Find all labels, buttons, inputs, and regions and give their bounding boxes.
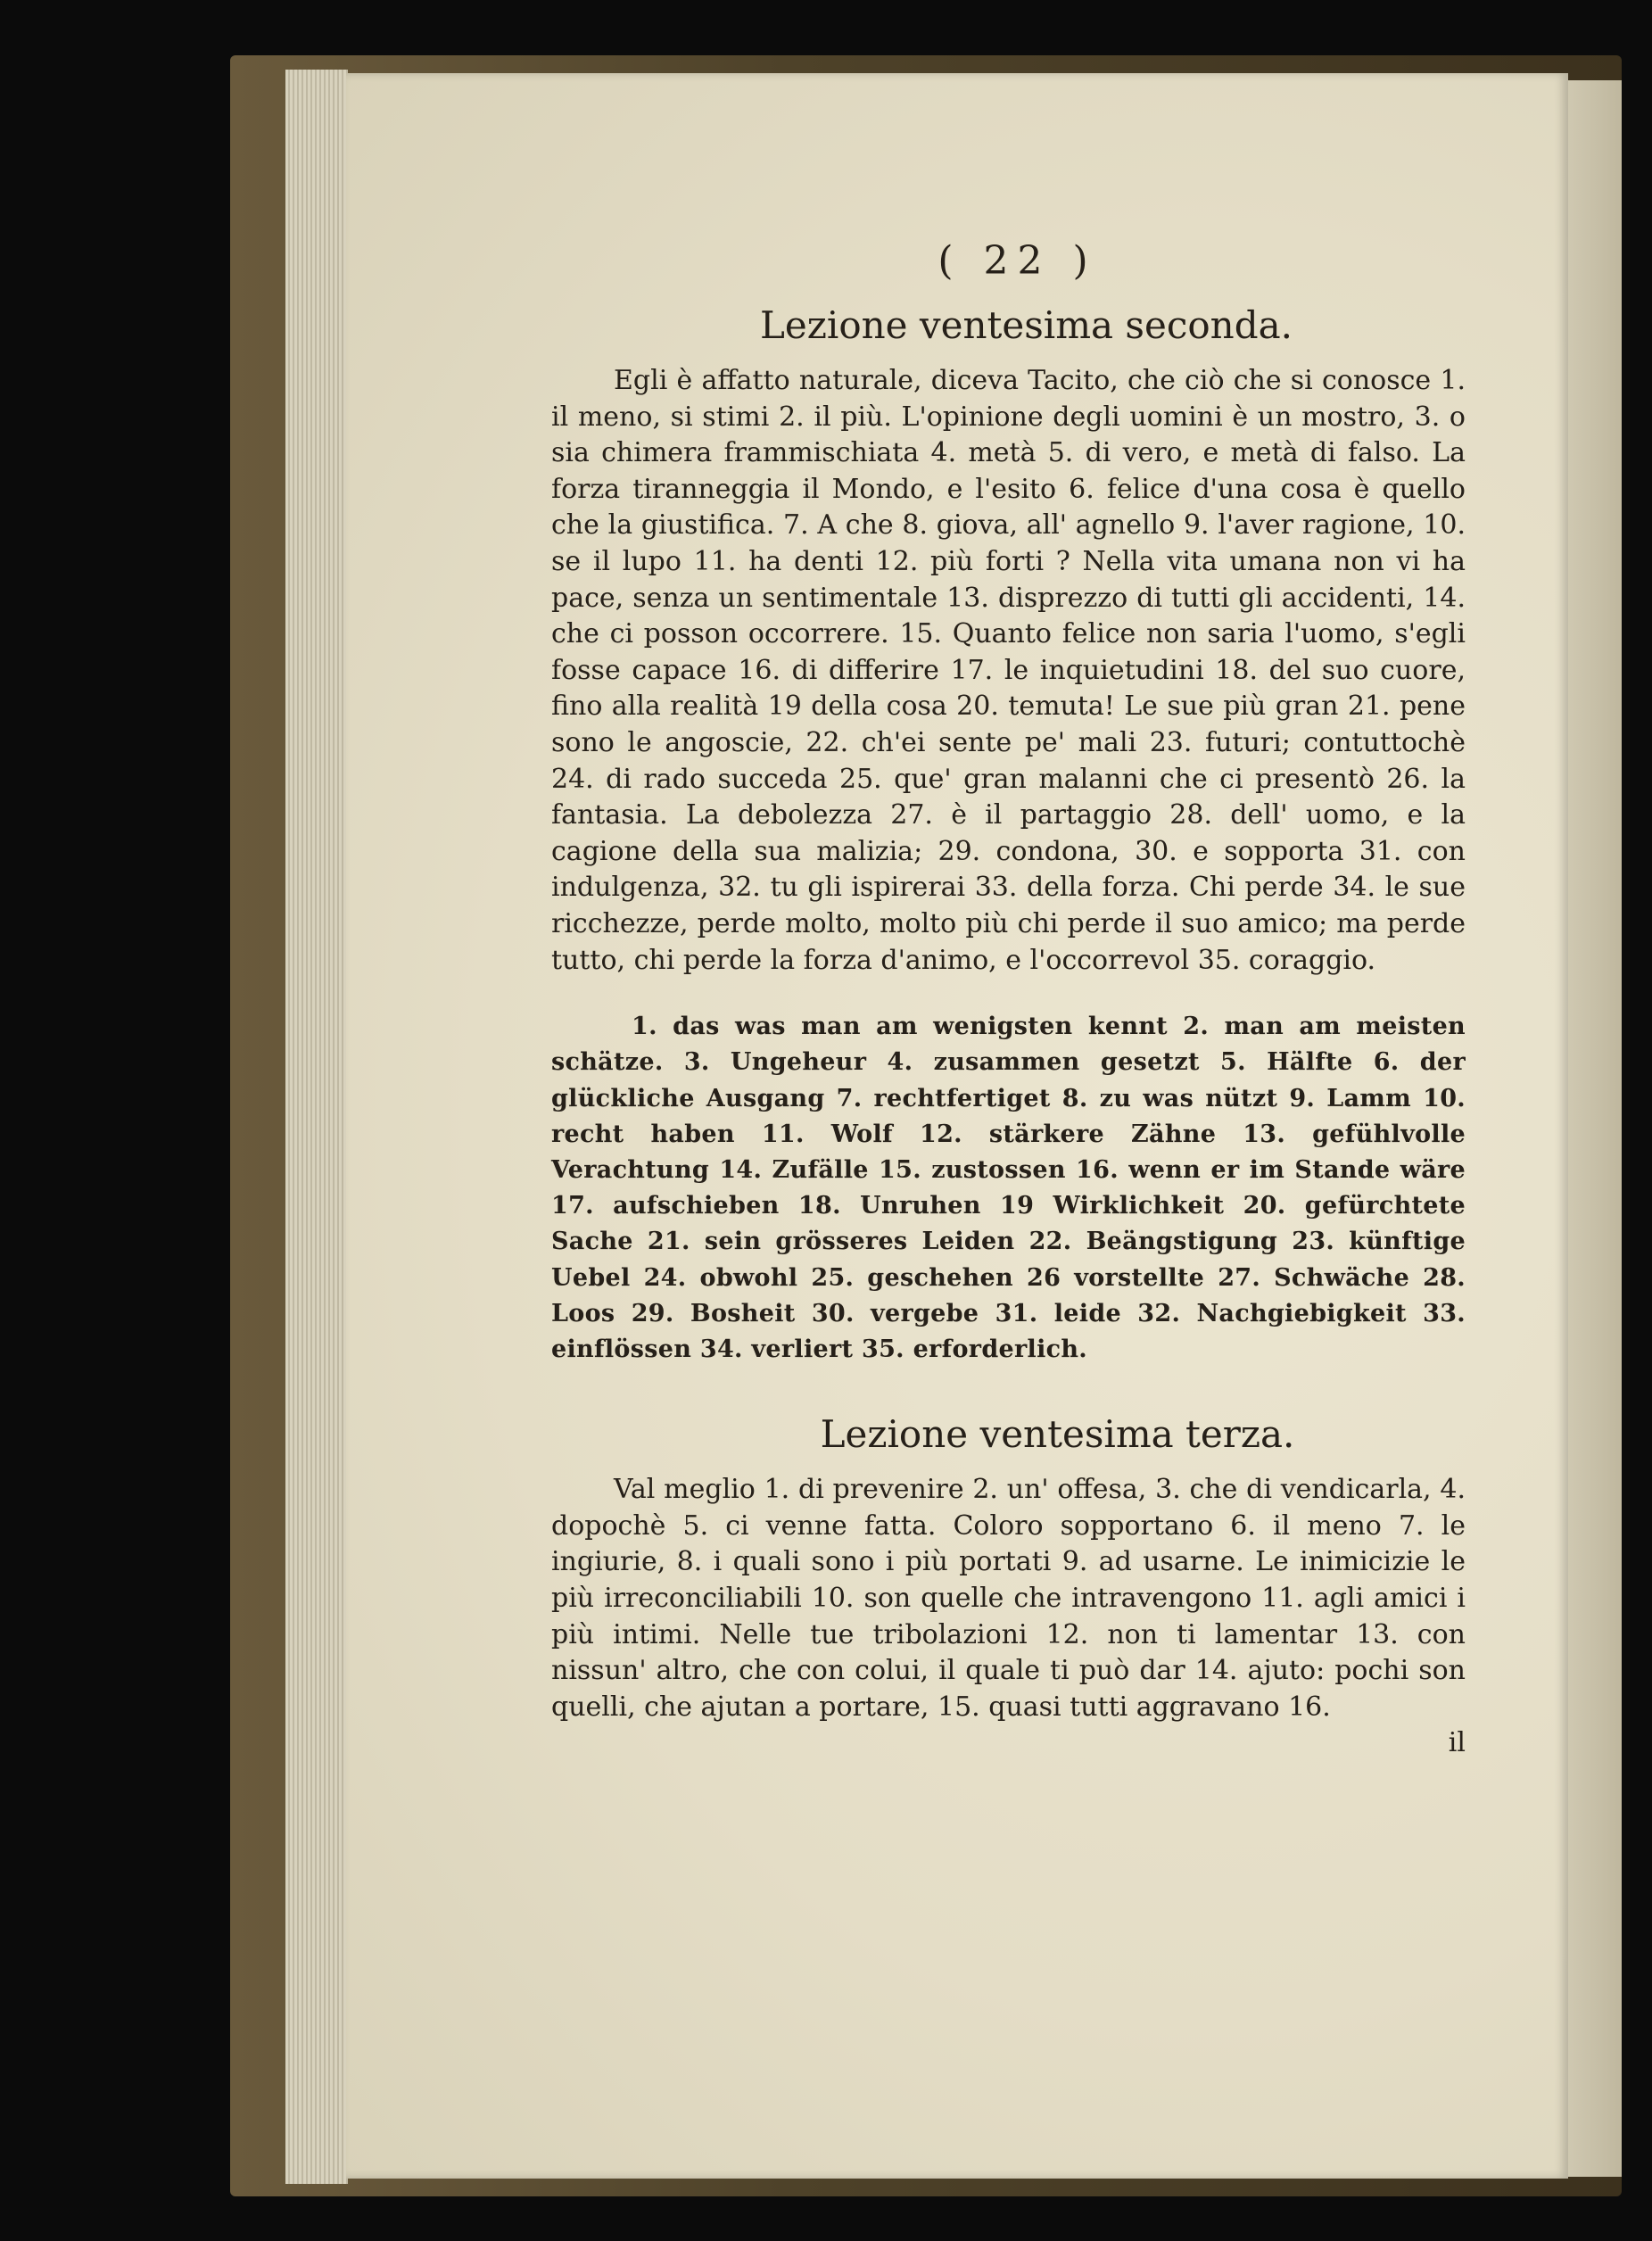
lesson-23-title: Lezione ventesima terza. [820, 1412, 1295, 1457]
book-page [346, 73, 1568, 2179]
lesson-22-text: Egli è affatto naturale, diceva Tacito, che ciò che si conosce 1. il meno, si stimi 2. il più. L'opinione degli uomini è un mostro, 3. o sia chimera frammischiata 4. metà 5. di vero, e metà di falso. La forza tiranneggia il Mondo, e l'esito 6. felice d'una cosa è quello che la giustifica. 7. A che 8. giova, all' agnello 9. l'aver ragione, 10. se il lupo 11. ha denti 12. più forti ? Nella vita umana non vi ha pace, senza un sentimentale 13. disprezzo di tutti gli accidenti, 14. che ci posson occorrere. 15. Quanto felice non saria l'uomo, s'egli fosse capace 16. di differire 17. le inquietudini 18. del suo cuore, fino alla realità 19 della cosa 20. temuta! Le sue più gran 21. pene sono le angoscie, 22. ch'ei sente pe' mali 23. futuri; contuttochè 24. di rado succeda 25. que' gran malanni che ci presentò 26. la fantasia. La debolezza 27. è il partaggio 28. dell' uomo, e la cagione della sua malizia; 29. condona, 30. e sopporta 31. con indulgenza, 32. tu gli ispirerai 33. della forza. Chi perde 34. le sue ricchezze, perde molto, molto più chi perde il suo amico; ma perde tutto, chi perde la forza d'animo, e l'occorrevol 35. coraggio. [551, 365, 1466, 976]
lesson-22-gloss: 1. das was man am wenigsten kennt 2. man am meisten schätze. 3. Ungeheur 4. zusammen gesetzt 5. Hälfte 6. der glückliche Ausgang 7. rechtfertiget 8. zu was nützt 9. Lamm 10. recht haben 11. Wolf 12. stärkere Zähne 13. gefühlvolle Verachtung 14. Zufälle 15. zustossen 16. wenn er im Stande wäre 17. aufschieben 18. Unruhen 19 Wirklichkeit 20. gefürchtete Sache 21. sein grösseres Leiden 22. Beängstigung 23. künftige Uebel 24. obwohl 25. geschehen 26 vorstellte 27. Schwäche 28. Loos 29. Bosheit 30. vergebe 31. leide 32. Nachgiebigkeit 33. einflössen 34. verliert 35. erforderlich. [551, 1013, 1466, 1363]
catchword: il [1448, 1727, 1466, 1759]
lesson-22-title: Lezione ventesima seconda. [760, 303, 1293, 347]
page-number: ( 22 ) [938, 238, 1097, 284]
facing-page-edge [1568, 80, 1622, 2177]
lesson-23-text: Val meglio 1. di prevenire 2. un' offesa, 3. che di vendicarla, 4. dopochè 5. ci venne fatta. Coloro sopportano 6. il meno 7. le ingiurie, 8. i quali sono i più portati 9. ad usarne. Le inimicizie le più irreconciliabili 10. son quelle che intravengono 11. agli amici i più intimi. Nelle tue tribolazioni 12. non ti lamentar 13. con nissun' altro, che con colui, il quale ti può dar 14. ajuto: pochi son quelli, che ajutan a portare, 15. quasi tutti aggravano 16. [551, 1474, 1466, 1723]
text-column [551, 238, 1466, 1758]
page-edges [285, 70, 348, 2184]
